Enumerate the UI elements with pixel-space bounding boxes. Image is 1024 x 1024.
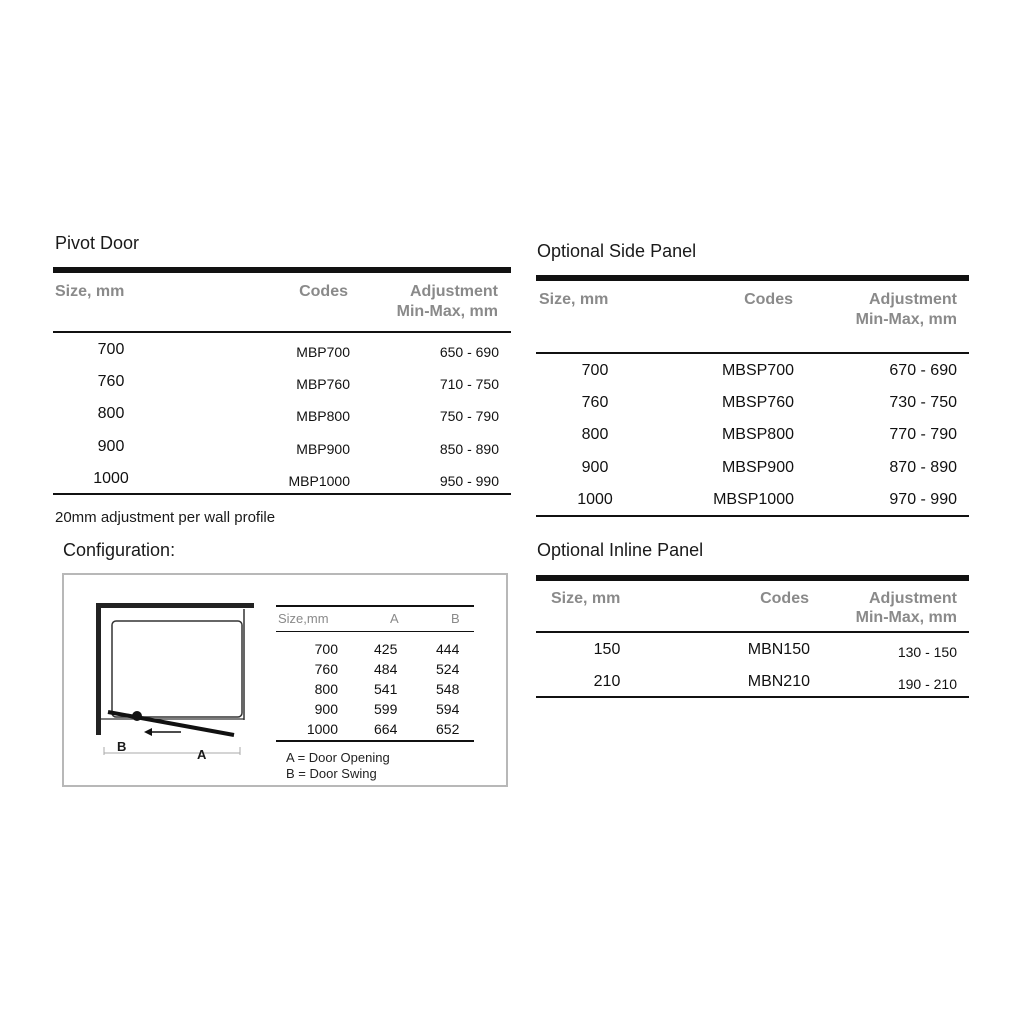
range-cell: 770 - 790 — [889, 426, 957, 443]
side-panel-header-size: Size, mm — [539, 291, 609, 308]
inline-panel-rows — [536, 640, 969, 704]
diagram-label-a: A — [197, 747, 207, 762]
size-cell: 700 — [97, 341, 125, 358]
pivot-door-header-size: Size, mm — [55, 283, 125, 300]
config-a-cell: 541 — [374, 681, 398, 697]
range-cell: 730 - 750 — [889, 394, 957, 411]
code-cell: MBP760 — [296, 376, 350, 392]
size-cell: 150 — [593, 641, 621, 658]
table-row — [536, 361, 969, 393]
side-panel-header-adjustment: Adjustment — [869, 291, 957, 308]
code-cell: MBSP1000 — [713, 491, 794, 508]
size-cell: 700 — [581, 362, 609, 379]
size-cell: 760 — [97, 373, 125, 390]
diagram-label-b: B — [117, 739, 127, 754]
code-cell: MBSP700 — [721, 362, 794, 379]
pivot-door-rows — [53, 340, 511, 500]
size-cell: 1000 — [93, 470, 129, 487]
config-size-cell: 900 — [314, 701, 338, 717]
range-cell: 870 - 890 — [889, 459, 957, 476]
legend-door-opening: A = Door Opening — [286, 750, 390, 765]
configuration-title: Configuration: — [63, 540, 176, 560]
config-size-cell: 1000 — [306, 721, 338, 737]
code-cell: MBP700 — [296, 344, 350, 360]
config-a-cell: 484 — [374, 661, 398, 677]
size-cell: 900 — [581, 459, 609, 476]
pivot-door-header-adjustment: Adjustment — [410, 283, 498, 300]
config-b-cell: 594 — [436, 701, 460, 717]
side-panel-rows — [536, 361, 969, 521]
table-row — [53, 372, 511, 404]
config-table-top-rule — [276, 605, 474, 607]
config-a-cell: 425 — [374, 641, 398, 657]
inline-panel-header-rule — [536, 631, 969, 633]
range-cell: 850 - 890 — [439, 441, 499, 457]
pivot-door-header-codes: Codes — [299, 283, 348, 300]
table-row — [536, 672, 969, 704]
pivot-door-header-minmax: Min-Max, mm — [396, 303, 498, 320]
code-cell: MBP900 — [296, 441, 350, 457]
config-table-header-rule — [276, 631, 474, 632]
side-panel-bottom-rule — [536, 515, 969, 517]
config-a-cell: 664 — [374, 721, 398, 737]
size-cell: 800 — [581, 426, 609, 443]
config-header-size: Size,mm — [278, 611, 329, 626]
configuration-box — [62, 573, 508, 787]
config-b-cell: 548 — [436, 681, 460, 697]
table-row — [53, 437, 511, 469]
pivot-door-note: 20mm adjustment per wall profile — [55, 509, 276, 526]
config-a-cell: 599 — [374, 701, 398, 717]
table-row — [536, 640, 969, 672]
range-cell: 190 - 210 — [897, 676, 957, 692]
legend-door-swing: B = Door Swing — [286, 766, 377, 781]
config-size-cell: 700 — [314, 641, 338, 657]
inline-panel-header-minmax: Min-Max, mm — [855, 609, 957, 626]
range-cell: 650 - 690 — [439, 344, 499, 360]
inline-panel-top-rule — [536, 575, 969, 581]
side-panel-top-rule — [536, 275, 969, 281]
range-cell: 710 - 750 — [439, 376, 499, 392]
code-cell: MBSP800 — [721, 426, 794, 443]
size-cell: 210 — [593, 673, 621, 690]
range-cell: 950 - 990 — [439, 473, 499, 489]
code-cell: MBSP900 — [721, 459, 794, 476]
inline-panel-title: Optional Inline Panel — [537, 540, 704, 560]
door-configuration-diagram — [84, 595, 284, 780]
table-row — [536, 425, 969, 457]
code-cell: MBSP760 — [721, 394, 794, 411]
inline-panel-bottom-rule — [536, 696, 969, 698]
table-row — [53, 469, 511, 501]
table-row — [536, 393, 969, 425]
pivot-door-top-rule — [53, 267, 511, 273]
size-cell: 900 — [97, 438, 125, 455]
code-cell: MBN210 — [747, 673, 810, 690]
side-panel-title: Optional Side Panel — [537, 241, 697, 261]
range-cell: 130 - 150 — [897, 644, 957, 660]
inline-panel-header-codes: Codes — [760, 590, 809, 607]
range-cell: 970 - 990 — [889, 491, 957, 508]
code-cell: MBP1000 — [288, 473, 350, 489]
size-cell: 760 — [581, 394, 609, 411]
inline-panel-header-adjustment: Adjustment — [869, 590, 957, 607]
config-b-cell: 524 — [436, 661, 460, 677]
side-panel-header-minmax: Min-Max, mm — [855, 311, 957, 328]
side-panel-header-rule — [536, 352, 969, 354]
pivot-door-header-rule — [53, 331, 511, 333]
config-size-cell: 760 — [314, 661, 338, 677]
range-cell: 670 - 690 — [889, 362, 957, 379]
table-row — [536, 458, 969, 490]
side-panel-header-codes: Codes — [744, 291, 793, 308]
size-cell: 1000 — [577, 491, 613, 508]
size-cell: 800 — [97, 405, 125, 422]
inline-panel-header-size: Size, mm — [551, 590, 621, 607]
pivot-door-bottom-rule — [53, 493, 511, 495]
code-cell: MBN150 — [747, 641, 810, 658]
config-b-cell: 444 — [436, 641, 460, 657]
config-header-a: A — [390, 611, 399, 626]
code-cell: MBP800 — [296, 408, 350, 424]
table-row — [536, 490, 969, 522]
table-row — [53, 340, 511, 372]
config-table-bottom-rule — [276, 740, 474, 742]
config-size-cell: 800 — [314, 681, 338, 697]
range-cell: 750 - 790 — [439, 408, 499, 424]
config-header-b: B — [451, 611, 460, 626]
config-b-cell: 652 — [436, 721, 460, 737]
pivot-door-title: Pivot Door — [55, 233, 140, 253]
table-row — [53, 404, 511, 436]
